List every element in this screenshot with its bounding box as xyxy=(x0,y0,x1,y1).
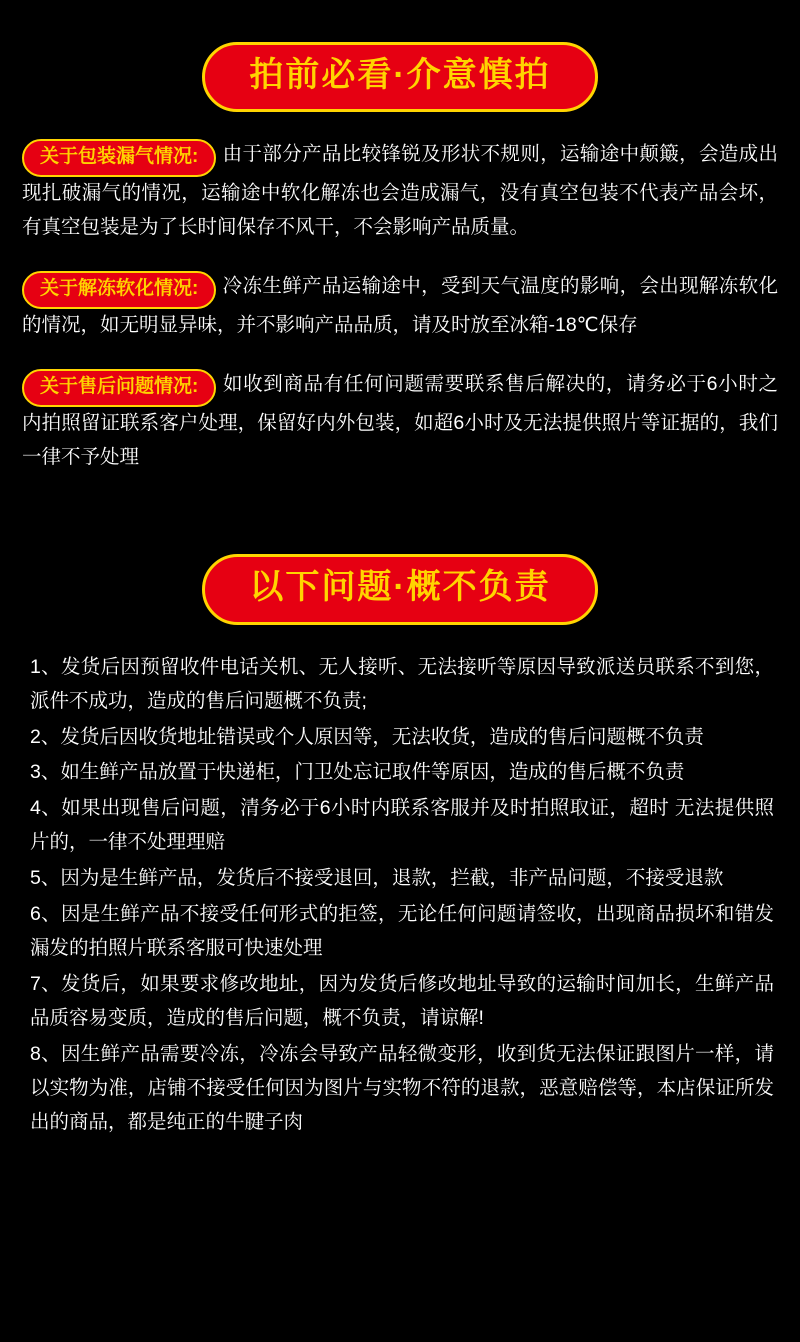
section-text-thawing-softening: 冷冻生鲜产品运输途中，受到天气温度的影响，会出现解冻软化的情况，如无明显异味，并不影响产品品质，请及时放至冰箱-18℃保存 xyxy=(22,275,778,336)
section-tag-packaging-leak: 关于包装漏气情况: xyxy=(22,139,216,177)
list-item: 1、发货后因预留收件电话关机、无人接听、无法接听等原因导致派送员联系不到您，派件不成功，造成的售后问题概不负责; xyxy=(30,655,774,712)
section-after-sales xyxy=(22,342,778,474)
list-item: 8、因生鲜产品需要冷冻，冷冻会导致产品轻微变形，收到货无法保证跟图片一样，请以实物为准，店铺不接受任何因为图片与实物不符的退款，恶意赔偿等，本店保证所发出的商品，都是纯正的牛腱子肉 xyxy=(30,1042,774,1133)
top-banner-title: 拍前必看·介意慎拍 xyxy=(202,42,597,112)
middle-banner-wrap xyxy=(0,536,800,624)
disclaimer-list xyxy=(30,651,774,1140)
list-item: 4、如果出现售后问题，清务必于6小时内联系客服并及时拍照取证，超时 无法提供照片的，一律不处理理赔 xyxy=(30,797,774,854)
section-text-packaging-leak: 由于部分产品比较锋锐及形状不规则，运输途中颠簸，会造成出现扎破漏气的情况，运输途中软化解冻也会造成漏气，没有真空包装不代表产品会坏，有真空包装是为了长时间保存不风干，不会影响产品质量。 xyxy=(22,143,778,238)
section-tag-after-sales: 关于售后问题情况: xyxy=(22,369,216,407)
list-item: 3、如生鲜产品放置于快递柜，门卫处忘记取件等原因，造成的售后概不负责 xyxy=(30,761,685,784)
list-item: 2、发货后因收货地址错误或个人原因等，无法收货，造成的售后问题概不负责 xyxy=(30,725,704,748)
section-tag-thawing-softening: 关于解冻软化情况: xyxy=(22,271,216,309)
list-item: 6、因是生鲜产品不接受任何形式的拒签，无论任何问题请签收，出现商品损坏和错发漏发的拍照片联系客服可快速处理 xyxy=(30,903,774,960)
middle-banner-title: 以下问题·概不负责 xyxy=(202,554,597,624)
section-thawing-softening xyxy=(22,244,778,342)
section-text-after-sales: 如收到商品有任何问题需要联系售后解决的，请务必于6小时之内拍照留证联系客户处理，保留好内外包装，如超6小时及无法提供照片等证据的，我们一律不予处理 xyxy=(22,373,778,468)
section-packaging-leak xyxy=(22,112,778,244)
top-banner-wrap xyxy=(0,0,800,112)
bottom-spacer xyxy=(0,1142,800,1188)
list-item: 7、发货后，如果要求修改地址，因为发货后修改地址导致的运输时间加长，生鲜产品品质容易变质，造成的售后问题，概不负责，请谅解! xyxy=(30,972,774,1029)
list-item: 5、因为是生鲜产品，发货后不接受退回，退款，拦截，非产品问题，不接受退款 xyxy=(30,867,724,890)
